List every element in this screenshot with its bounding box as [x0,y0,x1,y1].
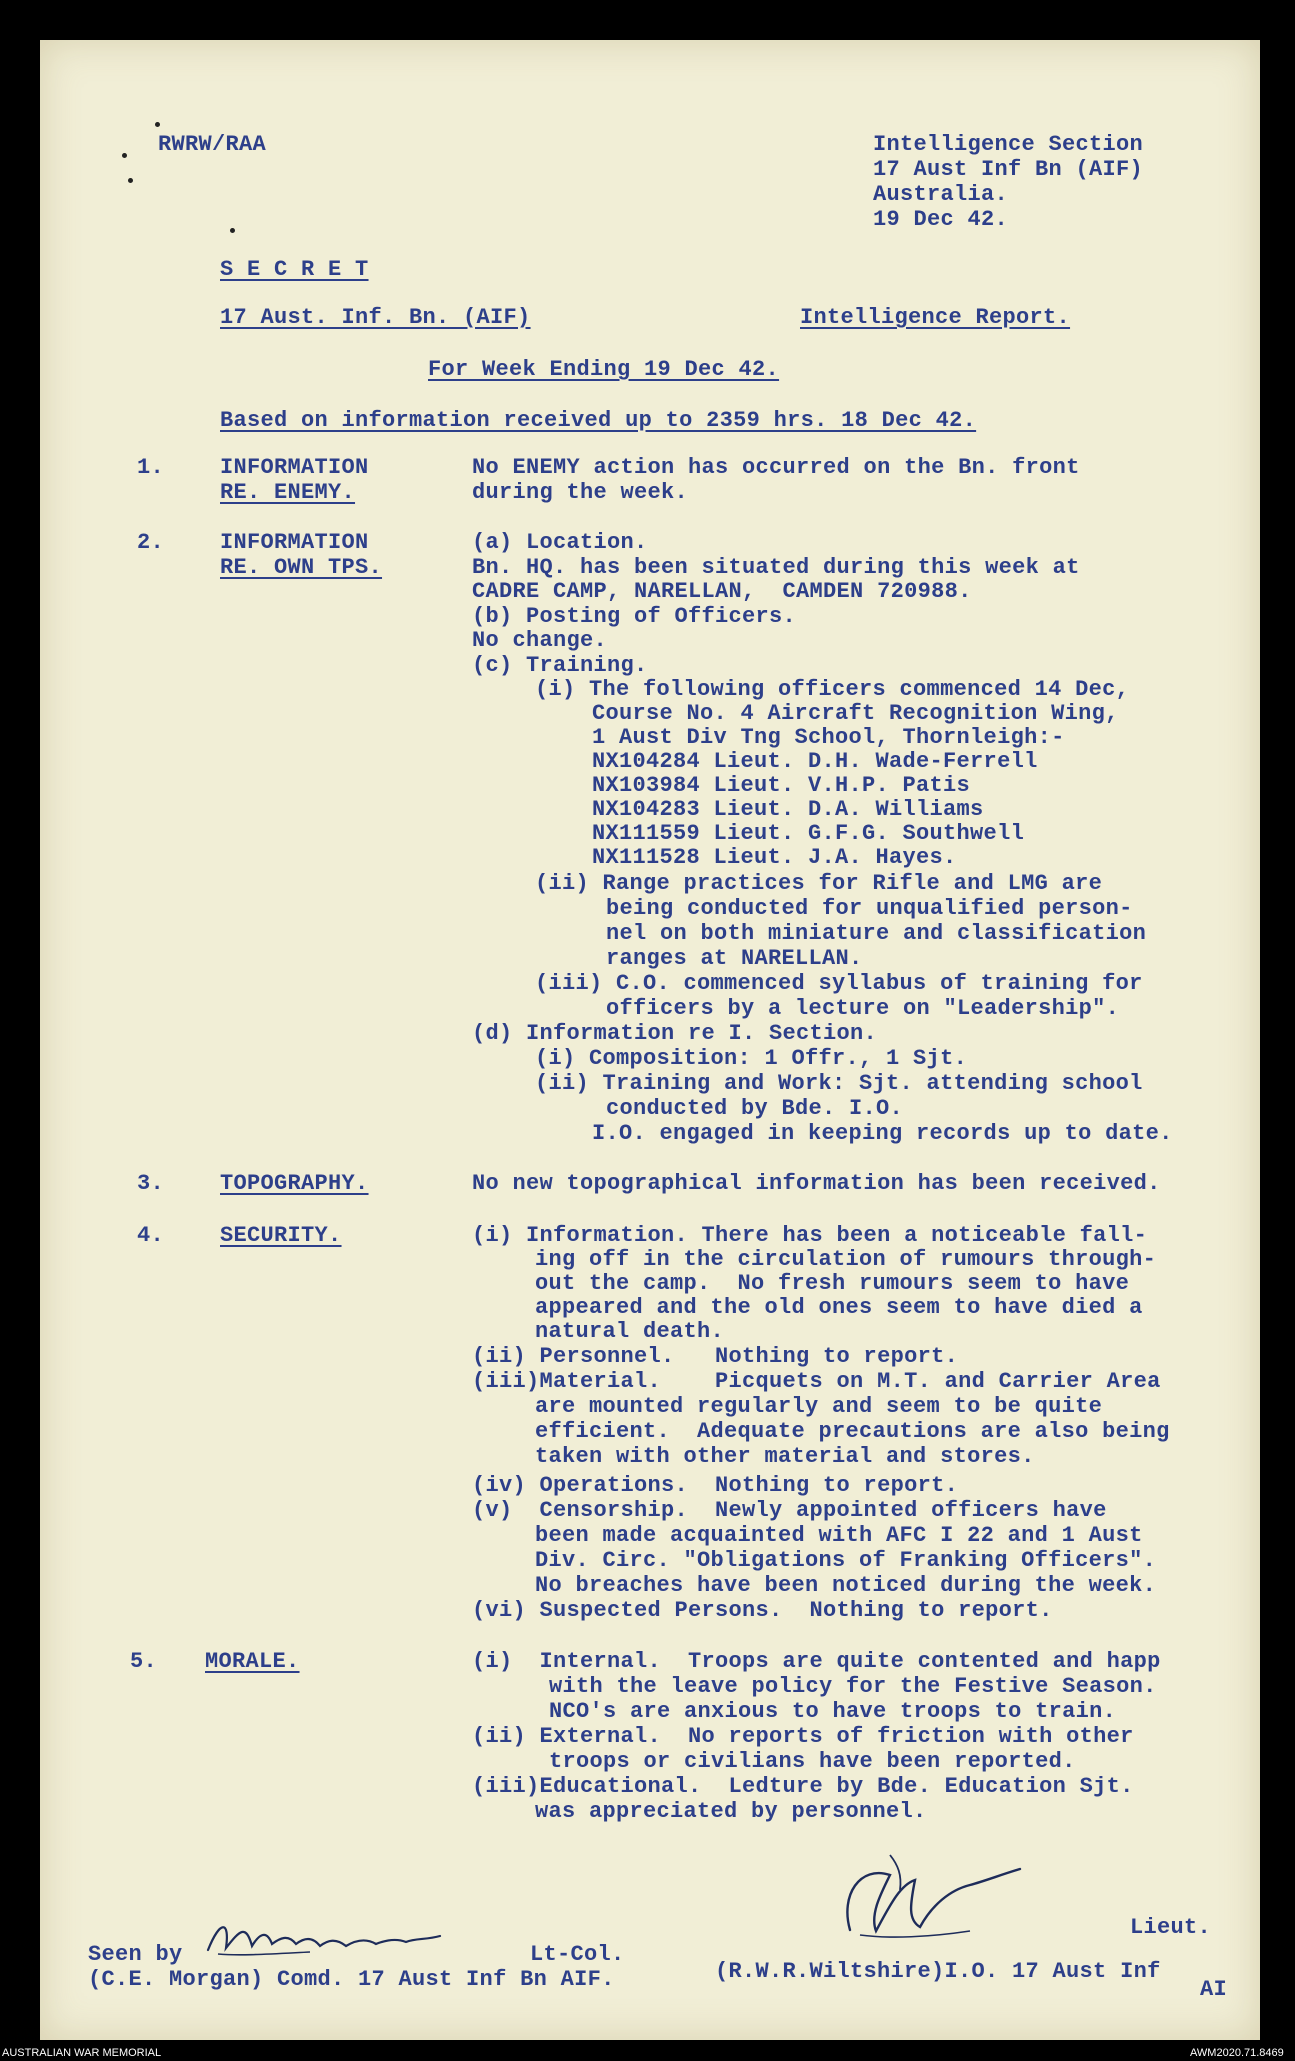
body-line: Bn. HQ. has been situated during this week at [472,555,1080,580]
body-line: 1 Aust Div Tng School, Thornleigh:- [592,725,1065,750]
co-rank: Lt-Col. [530,1942,625,1967]
body-line: ranges at NARELLAN. [606,946,863,971]
body-line: are mounted regularly and seem to be quite [535,1394,1103,1419]
signature-morgan [200,1910,460,1970]
body-line: (d) Information re I. Section. [472,1021,878,1046]
body-line: I.O. engaged in keeping records up to date. [592,1121,1173,1146]
report-unit: 17 Aust. Inf. Bn. (AIF) [220,305,531,330]
body-line: during the week. [472,480,689,505]
body-line: (i) Internal. Troops are quite contented and happ [472,1649,1161,1674]
body-line: being conducted for unqualified person- [606,896,1133,921]
body-line: out the camp. No fresh rumours seem to have [535,1271,1130,1296]
address-line: 19 Dec 42. [873,207,1009,232]
body-line: CADRE CAMP, NARELLAN, CAMDEN 720988. [472,579,972,604]
co-signature-line: (C.E. Morgan) Comd. 17 Aust Inf Bn AIF. [88,1967,615,1992]
archive-reference: AWM2020.71.8469 [1190,2047,1284,2059]
body-line: NX103984 Lieut. V.H.P. Patis [592,773,971,798]
body-line: (iii)Material. Picquets on M.T. and Carrier Area [472,1369,1161,1394]
report-type: Intelligence Report. [800,305,1071,330]
body-line: (ii) External. No reports of friction with other [472,1724,1134,1749]
body-line: (iii) C.O. commenced syllabus of training for [535,971,1143,996]
body-line: Course No. 4 Aircraft Recognition Wing, [592,701,1119,726]
body-line: (i) The following officers commenced 14 Dec, [535,677,1130,702]
body-line: (ii) Training and Work: Sjt. attending school [535,1071,1143,1096]
section-number: 3. [137,1171,165,1196]
section-heading: SECURITY. [220,1223,342,1248]
section-number: 1. [137,455,165,480]
body-line: been made acquainted with AFC I 22 and 1 Aust [535,1523,1143,1548]
section-number: 2. [137,530,165,555]
body-line: nel on both miniature and classification [606,921,1147,946]
section-number: 5. [130,1649,158,1674]
body-line: efficient. Adequate precautions are also being [535,1419,1170,1444]
punch-hole [155,122,160,127]
body-line: (i) Information. There has been a noticeable fall- [472,1223,1148,1248]
body-line: (c) Training. [472,653,648,678]
body-line: (v) Censorship. Newly appointed officers have [472,1498,1107,1523]
body-line: appeared and the old ones seem to have died a [535,1295,1143,1320]
body-line: officers by a lecture on "Leadership". [606,996,1120,1021]
body-line: natural death. [535,1319,725,1344]
body-line: (ii) Range practices for Rifle and LMG are [535,871,1103,896]
body-line: NX104284 Lieut. D.H. Wade-Ferrell [592,749,1038,774]
week-line: For Week Ending 19 Dec 42. [428,357,780,382]
body-line: Div. Circ. "Obligations of Franking Officers". [535,1548,1157,1573]
body-line: No change. [472,628,608,653]
section-heading: MORALE. [205,1649,300,1674]
address-line: Australia. [873,182,1009,207]
body-line: with the leave policy for the Festive Season. [549,1674,1157,1699]
section-heading: RE. OWN TPS. [220,555,383,580]
body-line: troops or civilians have been reported. [549,1749,1076,1774]
section-heading: INFORMATION [220,455,369,480]
punch-hole [128,178,133,183]
body-line: (a) Location. [472,530,648,555]
body-line: No breaches have been noticed during the week. [535,1573,1157,1598]
address-line: Intelligence Section [873,132,1144,157]
body-line: ing off in the circulation of rumours through- [535,1247,1157,1272]
body-line: (iv) Operations. Nothing to report. [472,1473,959,1498]
file-reference: RWRW/RAA [158,132,267,157]
body-line: (i) Composition: 1 Offr., 1 Sjt. [535,1046,968,1071]
seen-by-label: Seen by [88,1942,183,1967]
punch-hole [230,228,235,233]
section-heading: RE. ENEMY. [220,480,356,505]
signature-wiltshire [820,1835,1030,1945]
io-signature-line: (R.W.R.Wiltshire)I.O. 17 Aust Inf [715,1959,1161,1984]
io-rank: Lieut. [1130,1915,1212,1940]
section-heading: TOPOGRAPHY. [220,1171,369,1196]
body-line: No new topographical information has been received. [472,1171,1161,1196]
body-line: NX111528 Lieut. J.A. Hayes. [592,845,957,870]
body-line: (vi) Suspected Persons. Nothing to report. [472,1598,1053,1623]
body-line: No ENEMY action has occurred on the Bn. front [472,455,1080,480]
based-on-line: Based on information received up to 2359 hrs. 18 Dec 42. [220,408,977,433]
section-heading: INFORMATION [220,530,369,555]
archive-credit: AUSTRALIAN WAR MEMORIAL [2,2047,162,2059]
body-line: (ii) Personnel. Nothing to report. [472,1344,959,1369]
body-line: taken with other material and stores. [535,1444,1035,1469]
body-line: (b) Posting of Officers. [472,604,797,629]
body-line: (iii)Educational. Ledture by Bde. Education Sjt. [472,1774,1134,1799]
body-line: NX111559 Lieut. G.F.G. Southwell [592,821,1025,846]
io-signature-line-end: AI [1200,1977,1228,2002]
body-line: NCO's are anxious to have troops to train. [549,1699,1117,1724]
punch-hole [122,153,127,158]
body-line: was appreciated by personnel. [535,1799,927,1824]
address-line: 17 Aust Inf Bn (AIF) [873,157,1144,182]
body-line: NX104283 Lieut. D.A. Williams [592,797,984,822]
body-line: conducted by Bde. I.O. [606,1096,904,1121]
classification-marking: S E C R E T [220,257,369,282]
section-number: 4. [137,1223,165,1248]
